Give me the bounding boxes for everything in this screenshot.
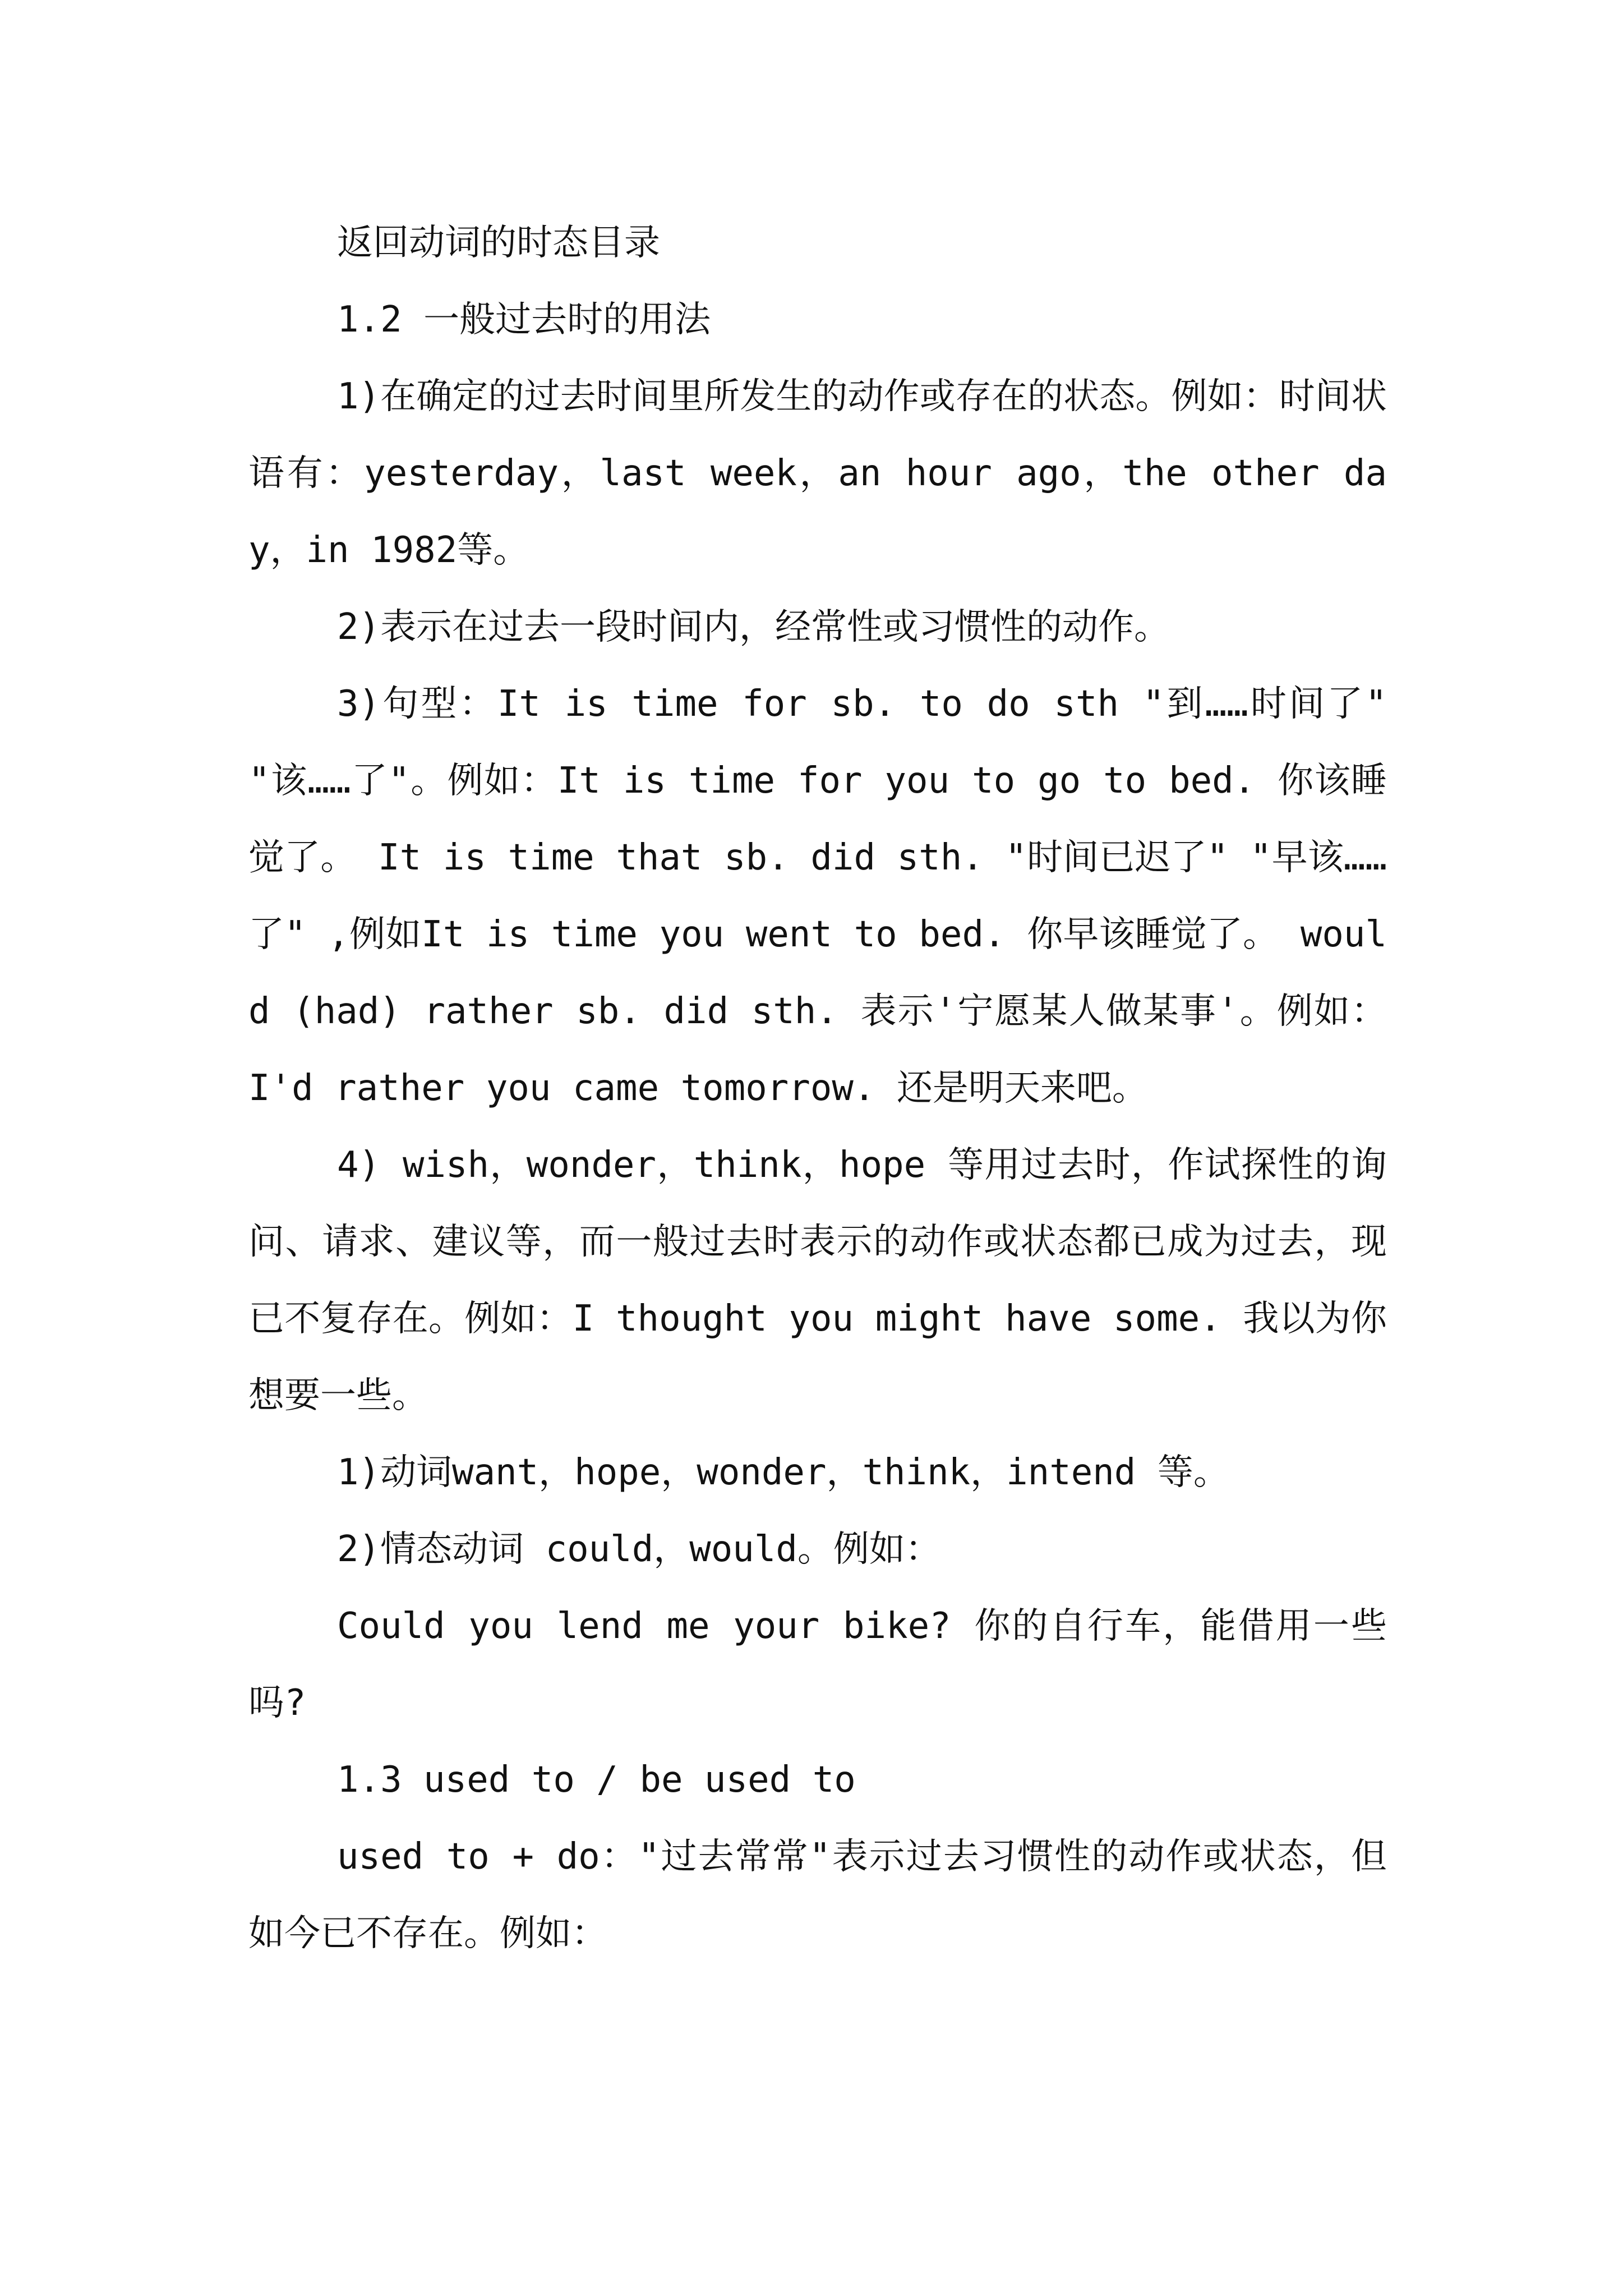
paragraph-usage-4: 4) wish，wonder，think，hope 等用过去时，作试探性的询问、请求、建议等，而一般过去时表示的动作或状态都已成为过去，现已不复存在。例如：I thought you might have some. 我以为你想要一些。	[248, 1144, 1387, 1416]
paragraph-usage-2: 2)表示在过去一段时间内，经常性或习惯性的动作。	[337, 606, 1170, 648]
section-heading-1-2: 1.2 一般过去时的用法	[337, 299, 711, 341]
paragraph-example: Could you lend me your bike? 你的自行车，能借用一些吗?	[248, 1605, 1387, 1724]
back-to-toc-link[interactable]: 返回动词的时态目录	[337, 222, 660, 264]
paragraph-used-to: used to + do："过去常常"表示过去习惯性的动作或状态，但如今已不存在。例如：	[248, 1836, 1387, 1954]
paragraph-usage-3: 3)句型：It is time for sb. to do sth "到……时间了" "该……了"。例如：It is time for you to go to bed. 你该睡觉了。 It is time that sb. did sth. "时间已迟了" "早该……了" ,例如It is time you went to bed. 你早该睡觉了。 would (had) rather sb. did sth. 表示'宁愿某人做某事'。例如：I'd rather you came tomorrow. 还是明天来吧。	[248, 683, 1387, 1109]
section-heading-1-3: 1.3 used to / be used to	[337, 1759, 856, 1801]
paragraph-verbs-list: 1)动词want，hope，wonder，think，intend 等。	[337, 1452, 1229, 1493]
document-body	[248, 205, 1387, 1972]
paragraph-modal-verbs: 2)情态动词 could，would。例如：	[337, 1529, 941, 1570]
paragraph-usage-1: 1)在确定的过去时间里所发生的动作或存在的状态。例如：时间状语有：yesterday，last week，an hour ago，the other day，in 1982等。	[248, 376, 1387, 571]
